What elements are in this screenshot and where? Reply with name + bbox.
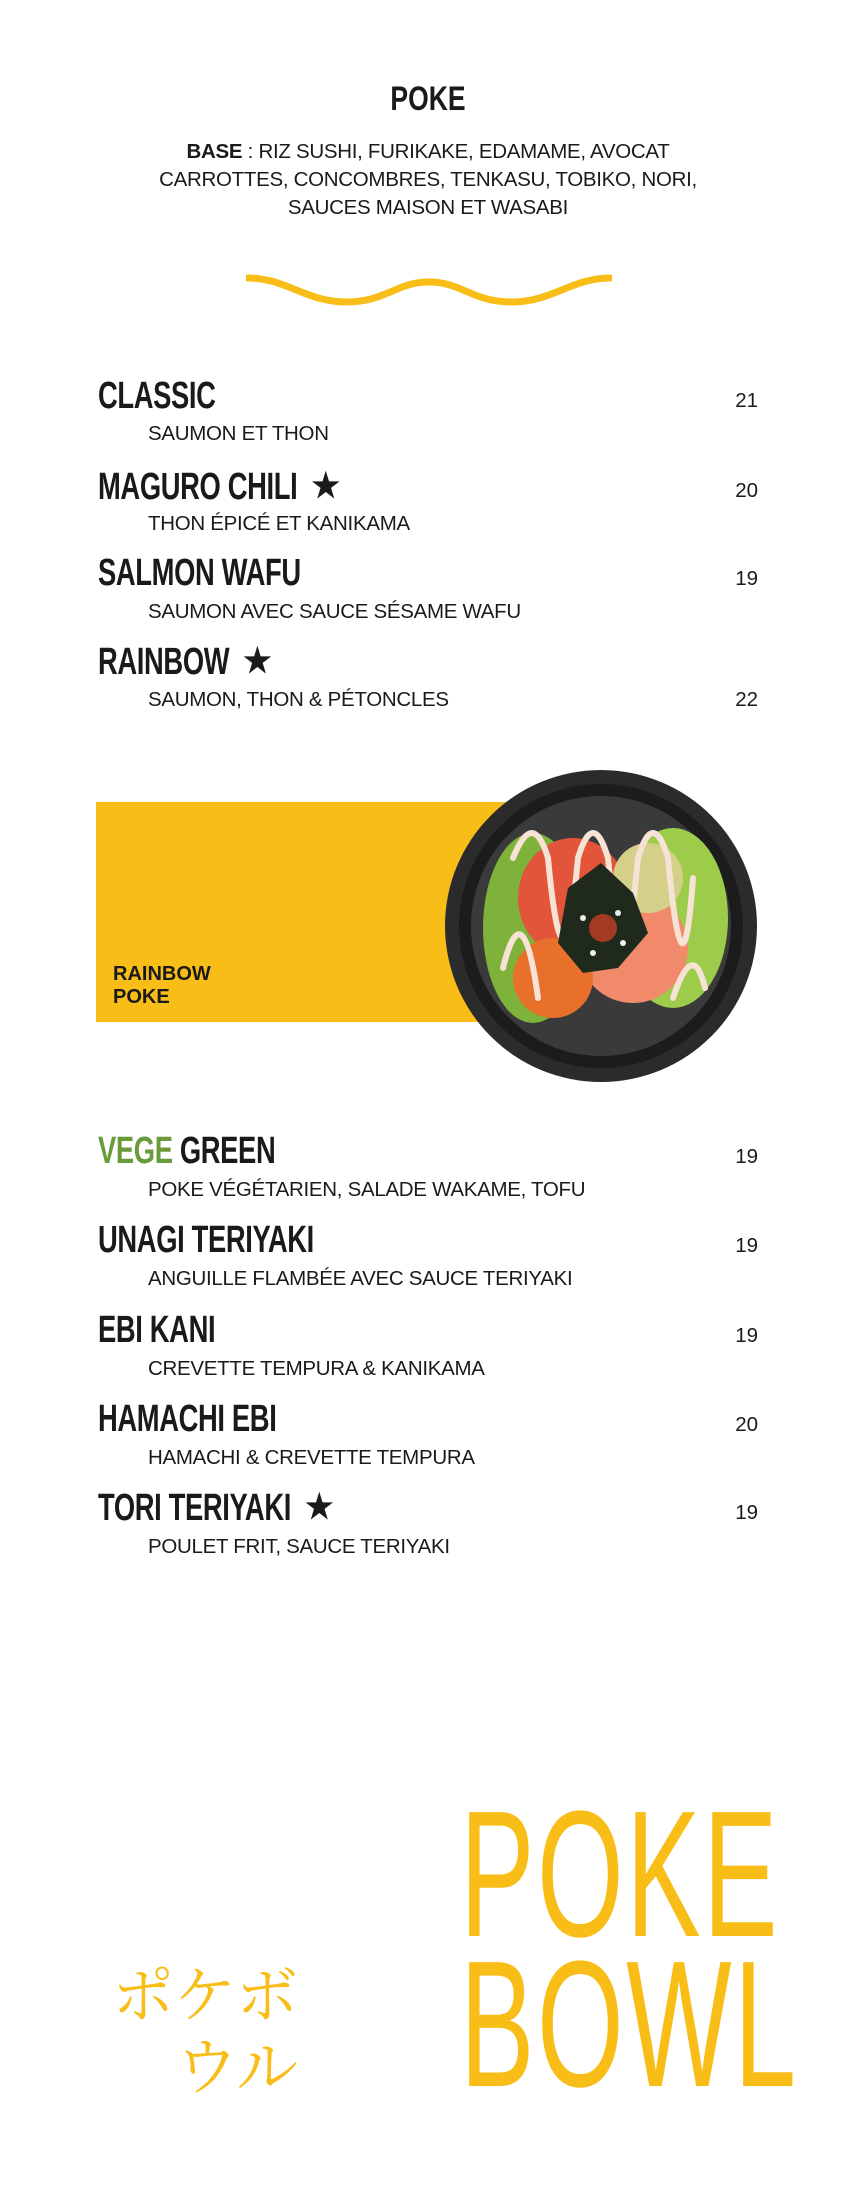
menu-item-price-rainbow: 22 [735, 688, 758, 711]
menu-item-name-tori-teriyaki [98, 1485, 334, 1530]
japanese-title-line-1: ポケボ [111, 1959, 298, 2032]
menu-item-price-tori-teriyaki: 19 [735, 1501, 758, 1524]
menu-item-price-hamachi-ebi: 20 [735, 1413, 758, 1436]
menu-item-name-text: RAINBOW [98, 641, 230, 683]
poke-bowl-illustration [443, 768, 759, 1084]
menu-item-name-text: MAGURO CHILI [98, 466, 298, 508]
banner-label-line-1: RAINBOW [113, 963, 211, 985]
menu-item-name-classic: CLASSIC [98, 375, 216, 417]
star-icon: ★ [243, 642, 272, 680]
big-title-line-1: POKE [460, 1774, 781, 1975]
poke-bowl-title [460, 1774, 799, 2125]
base-line-3: SAUCES MAISON ET WASABI [287, 196, 569, 219]
japanese-title [98, 1960, 298, 2104]
menu-item-name-vege-green [98, 1129, 275, 1173]
menu-item-price-salmon-wafu: 19 [735, 567, 758, 590]
banner-label-line-2: POKE [113, 986, 170, 1008]
menu-item-price-vege-green: 19 [735, 1145, 758, 1168]
menu-item-name-rainbow [98, 639, 272, 684]
menu-item-desc-ebi-kani: CREVETTE TEMPURA & KANIKAMA [148, 1357, 485, 1380]
wave-divider [246, 270, 612, 310]
japanese-title-line-2: ウル [175, 2031, 298, 2104]
star-icon: ★ [311, 467, 340, 505]
menu-item-price-ebi-kani: 19 [735, 1324, 758, 1347]
base-label: BASE [186, 140, 243, 163]
menu-item-name-hamachi-ebi: HAMACHI EBI [98, 1398, 277, 1440]
menu-item-desc-hamachi-ebi: HAMACHI & CREVETTE TEMPURA [148, 1446, 475, 1469]
menu-item-name-maguro-chili [98, 464, 340, 509]
menu-item-name-green-word: VEGE [98, 1130, 173, 1172]
menu-item-name-salmon-wafu: SALMON WAFU [98, 552, 301, 594]
big-title-line-2: BOWL [460, 1924, 799, 2125]
base-line-1: : RIZ SUSHI, FURIKAKE, EDAMAME, AVOCAT [242, 140, 670, 163]
menu-item-price-classic: 21 [735, 389, 758, 412]
menu-item-name-ebi-kani: EBI KANI [98, 1309, 216, 1351]
menu-item-desc-salmon-wafu: SAUMON AVEC SAUCE SÉSAME WAFU [148, 600, 521, 623]
menu-item-desc-classic: SAUMON ET THON [148, 422, 329, 445]
menu-item-desc-unagi-teriyaki: ANGUILLE FLAMBÉE AVEC SAUCE TERIYAKI [148, 1267, 573, 1290]
banner-label [113, 963, 211, 1009]
base-line-2: CARROTTES, CONCOMBRES, TENKASU, TOBIKO, NORI, [159, 168, 697, 191]
menu-item-desc-vege-green: POKE VÉGÉTARIEN, SALADE WAKAME, TOFU [148, 1178, 586, 1201]
star-icon: ★ [305, 1488, 334, 1526]
menu-item-desc-maguro-chili: THON ÉPICÉ ET KANIKAMA [148, 512, 410, 535]
menu-item-price-unagi-teriyaki: 19 [735, 1234, 758, 1257]
menu-item-desc-rainbow: SAUMON, THON & PÉTONCLES [148, 688, 449, 711]
base-description [100, 138, 756, 222]
menu-item-desc-tori-teriyaki: POULET FRIT, SAUCE TERIYAKI [148, 1535, 450, 1558]
menu-item-name-text: GREEN [172, 1130, 276, 1172]
menu-item-name-unagi-teriyaki: UNAGI TERIYAKI [98, 1219, 314, 1261]
menu-item-name-text: TORI TERIYAKI [98, 1487, 291, 1529]
menu-item-price-maguro-chili: 20 [735, 479, 758, 502]
page-title: POKE [390, 80, 466, 118]
